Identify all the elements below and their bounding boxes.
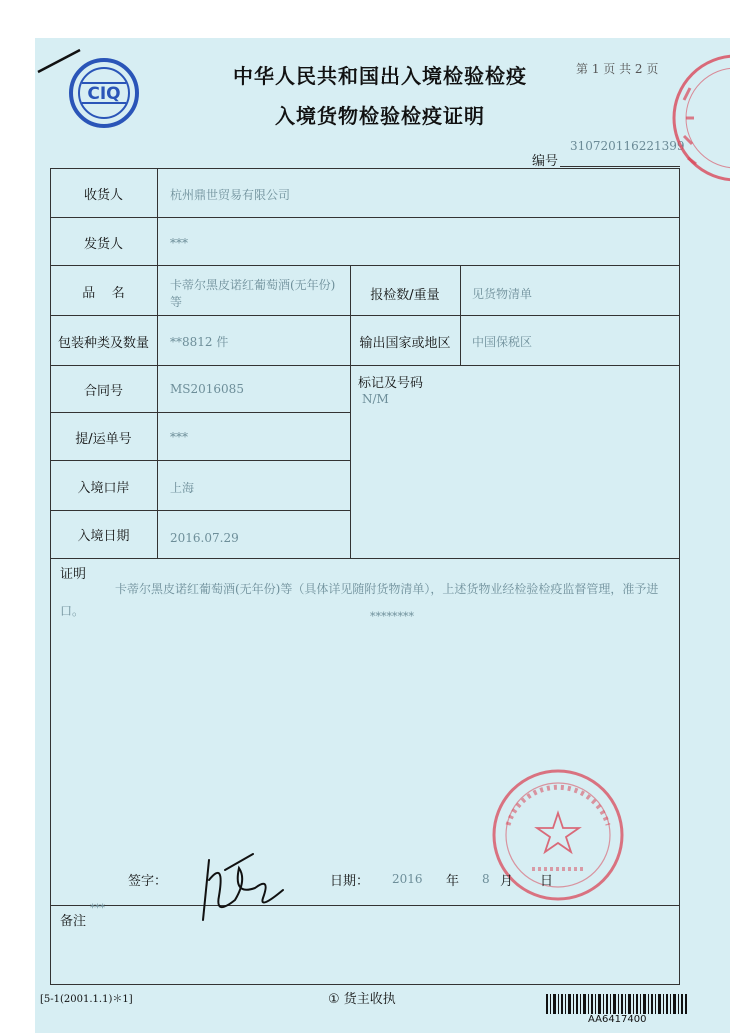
- doc-number: 310720116221399: [570, 139, 685, 153]
- handwritten-signature: [195, 840, 295, 925]
- form-code: [5-1(2001.1.1)＊1]: [40, 994, 133, 1005]
- row-divider: [50, 412, 350, 413]
- sign-label: 签字：: [128, 874, 168, 889]
- day-unit: 日: [540, 874, 554, 889]
- row-divider: [50, 905, 680, 906]
- origin-value: 中国保税区: [472, 335, 533, 349]
- port-value: 上海: [170, 481, 195, 495]
- goods-name-label: 品 名: [82, 286, 125, 301]
- date-label: 日期：: [330, 874, 370, 889]
- goods-name-value-cont: 等: [170, 295, 183, 309]
- entry-date-value: 2016.07.29: [170, 531, 239, 545]
- certificate-title: 入境货物检验检疫证明: [275, 104, 485, 128]
- row-divider: [50, 510, 350, 511]
- certification-stars: ********: [370, 610, 414, 623]
- entry-date-label: 入境日期: [77, 529, 130, 544]
- year-unit: 年: [446, 874, 460, 889]
- row-divider: [50, 217, 680, 218]
- remarks-label: 备注: [60, 914, 87, 929]
- certification-text: 卡蒂尔黑皮诺红葡萄酒(无年份)等（具体详见随附货物清单），上述货物业经检验检疫监督管理，准予进口。: [60, 582, 659, 618]
- logo-text: CIQ: [87, 84, 121, 104]
- col-divider: [460, 265, 461, 365]
- month-unit: 月: [500, 874, 514, 889]
- col-divider: [157, 168, 158, 558]
- contract-value: MS2016085: [170, 382, 244, 396]
- col-divider: [350, 265, 351, 558]
- row-divider: [50, 315, 680, 316]
- doc-number-underline: [560, 166, 680, 167]
- marks-label: 标记及号码: [358, 376, 424, 391]
- page-info: 第 1 页 共 2 页: [576, 62, 659, 76]
- ciq-logo-icon: [68, 57, 140, 129]
- contract-label: 合同号: [83, 384, 123, 399]
- goods-name-value: 卡蒂尔黑皮诺红葡萄酒(无年份): [170, 278, 336, 292]
- consignee-label: 收货人: [83, 188, 123, 203]
- consignee-value: 杭州鼎世贸易有限公司: [170, 188, 291, 202]
- port-label: 入境口岸: [77, 481, 130, 496]
- packing-value: **8812 件: [170, 335, 229, 349]
- bl-value: ***: [170, 430, 188, 444]
- row-divider: [50, 265, 680, 266]
- remarks-value: ***: [90, 903, 105, 914]
- sign-month: 8: [482, 872, 490, 886]
- sign-year: 2016: [392, 872, 423, 886]
- barcode-number: AA6417400: [588, 1014, 647, 1025]
- quantity-label: 报检数/重量: [370, 288, 440, 303]
- row-divider: [50, 558, 680, 559]
- row-divider: [50, 365, 680, 366]
- copy-label: ① 货主收执: [328, 992, 396, 1007]
- origin-label: 输出国家或地区: [359, 336, 451, 351]
- authority-title: 中华人民共和国出入境检验检疫: [233, 64, 527, 88]
- doc-number-label: 编号: [532, 154, 559, 169]
- corner-stamp: [666, 48, 730, 188]
- marks-value: N/M: [362, 392, 389, 406]
- certification-label: 证明: [60, 567, 87, 582]
- packing-label: 包装种类及数量: [57, 336, 149, 351]
- bl-label: 提/运单号: [75, 432, 132, 447]
- consignor-label: 发货人: [83, 237, 123, 252]
- consignor-value: ***: [170, 236, 188, 250]
- barcode-icon: [546, 994, 688, 1014]
- row-divider: [50, 460, 350, 461]
- quantity-value: 见货物清单: [472, 287, 533, 301]
